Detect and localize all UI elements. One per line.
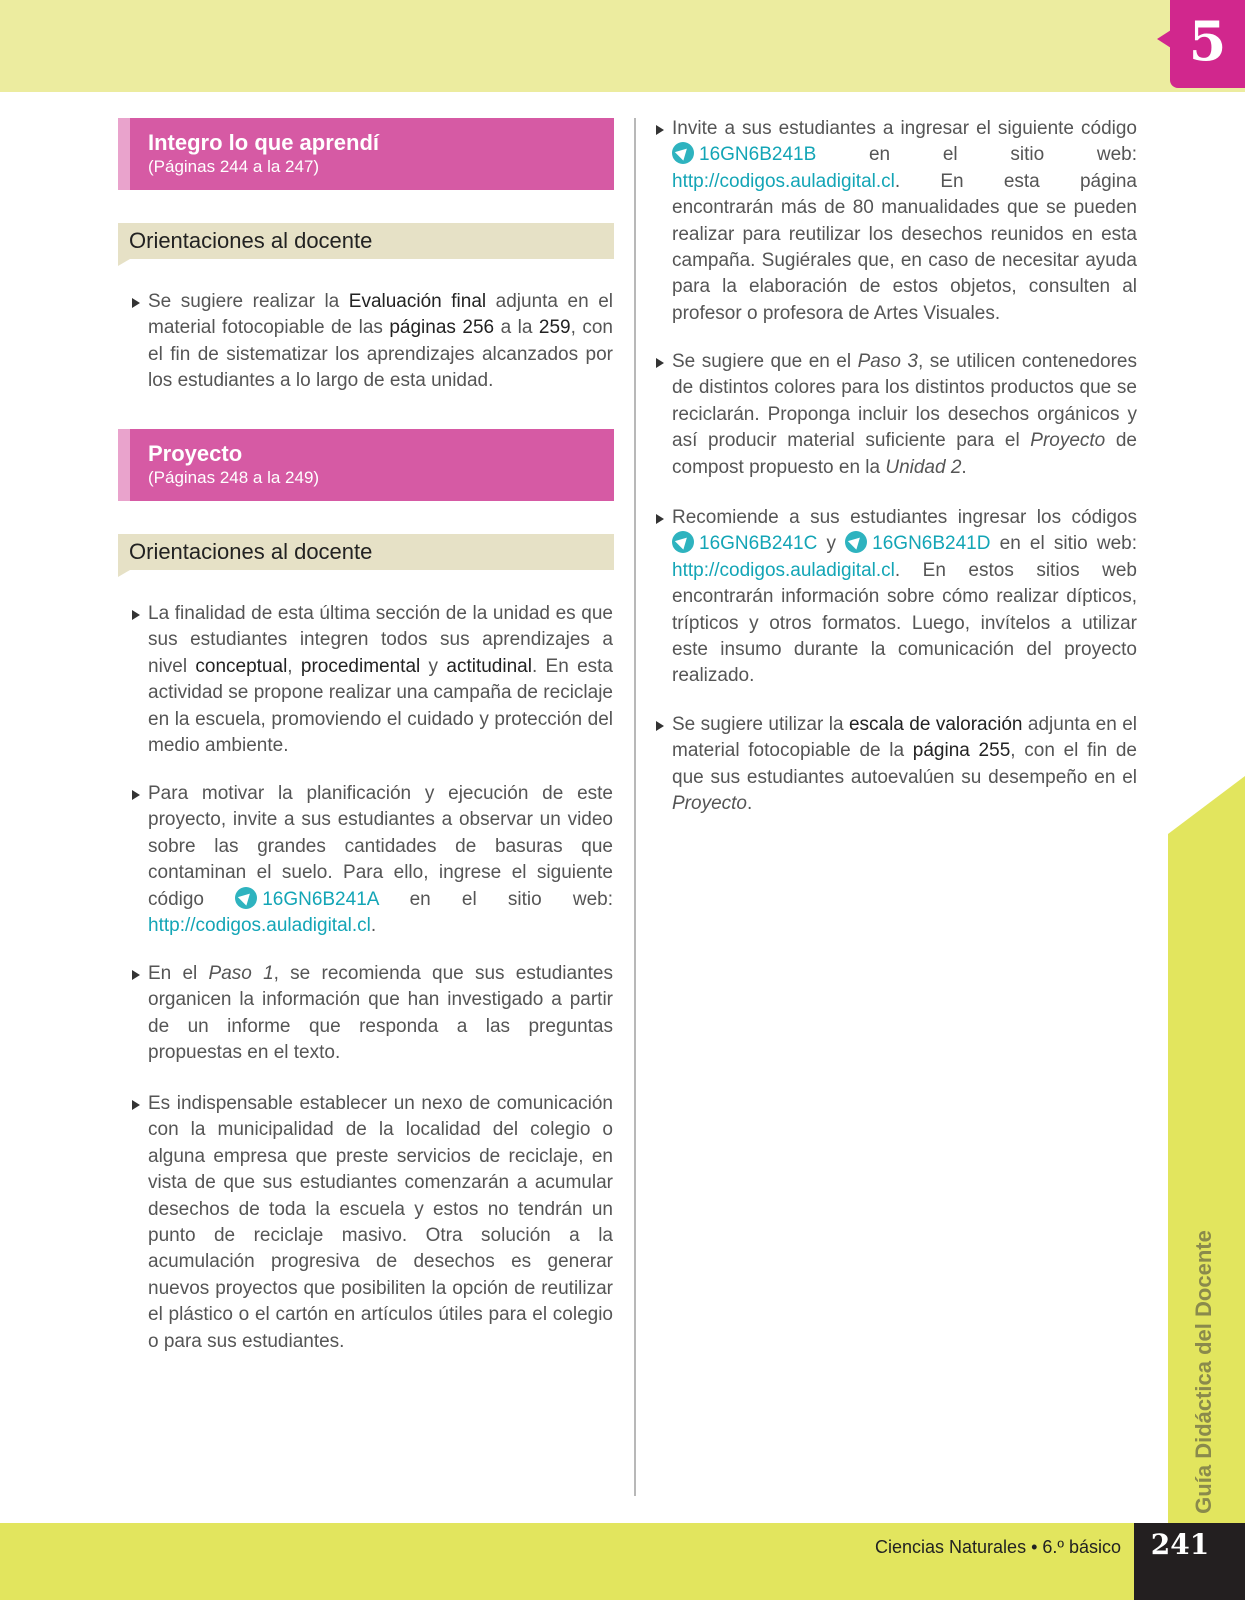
bullet-icon: [132, 298, 140, 308]
rocket-icon: [845, 531, 867, 553]
orientaciones-heading: Orientaciones al docente: [118, 223, 614, 259]
bold-text: procedimental: [300, 655, 421, 677]
bold-text: páginas 256: [389, 317, 495, 339]
bold-text: conceptual: [195, 655, 288, 677]
bullet-icon: [132, 1100, 140, 1110]
side-label: Guía Didáctica del Docente: [1191, 1230, 1216, 1514]
footer-band: [0, 1523, 1245, 1600]
proyecto-subtitle: (Páginas 248 a la 249): [148, 468, 320, 487]
website-link[interactable]: http://codigos.auladigital.cl: [672, 170, 895, 192]
integro-paragraph: Se sugiere realizar la Evaluación final adjunta en el material fotocopiable de las páginas 256 a la 259, con el fin de sistematizar los aprendizajes alcanzados por los estudiantes a lo largo de esta unidad.: [148, 289, 613, 395]
proyecto-paragraph-4: Es indispensable establecer un nexo de comunicación con la municipalidad de la localidad del colegio o alguna empresa que preste servicios de reciclaje, en vista de que sus estudiantes comenzarán a acumular desechos de toda la escuela y estos no tendrán un punto de reciclaje masivo. Otra solución a la acumulación progresiva de desechos es generar nuevos proyectos que posibiliten la opción de reutilizar el plástico o el cartón en artículos útiles para el colegio o para sus estudiantes.: [148, 1091, 613, 1355]
integro-banner: [118, 118, 614, 190]
bullet-icon: [656, 125, 664, 135]
bullet-icon: [132, 970, 140, 980]
bullet-icon: [132, 790, 140, 800]
right-paragraph-2: Se sugiere que en el Paso 3, se utilicen contenedores de distintos colores para los distintos productos que se reciclarán. Proponga incluir los desechos orgánicos y así producir material suficiente para el Proyecto de compost propuesto en la Unidad 2.: [672, 349, 1137, 481]
proyecto-paragraph-2: Para motivar la planificación y ejecución de este proyecto, invite a sus estudiantes a observar un video sobre las grandes cantidades de basuras que contaminan el suelo. Para ello, ingrese el siguiente código 16GN6B241A en el sitio web: http://codigos.auladigital.cl.: [148, 781, 613, 939]
bold-text: Evaluación final: [348, 291, 487, 312]
website-link[interactable]: http://codigos.auladigital.cl: [148, 915, 371, 937]
orientaciones-heading-tail: [118, 259, 130, 266]
italic-text: Proyecto: [672, 793, 747, 815]
column-divider: [634, 118, 636, 1496]
italic-text: Unidad 2: [885, 456, 962, 478]
rocket-icon: [672, 142, 694, 164]
code-link[interactable]: 16GN6B241B: [699, 144, 817, 166]
bold-text: actitudinal: [446, 655, 532, 677]
bullet-icon: [656, 358, 664, 368]
integro-title: Integro lo que aprendí: [148, 130, 380, 155]
code-link[interactable]: 16GN6B241D: [872, 533, 991, 555]
proyecto-paragraph-1: La finalidad de esta última sección de la unidad es que sus estudiantes integren todos sus aprendizajes a nivel conceptual, procedimental y actitudinal. En esta actividad se propone realizar una campaña de reciclaje en la escuela, promoviendo el cuidado y protección del medio ambiente.: [148, 601, 613, 759]
italic-text: Paso 3: [857, 351, 918, 372]
bold-text: 259: [538, 317, 571, 339]
top-color-band: [0, 0, 1245, 92]
rocket-icon: [672, 531, 694, 553]
bullet-icon: [656, 721, 664, 731]
unit-tab-notch: [1157, 30, 1171, 48]
italic-text: Paso 1: [208, 963, 274, 984]
proyecto-paragraph-3: En el Paso 1, se recomienda que sus estudiantes organicen la información que han investigado a partir de un informe que responda a las preguntas propuestas en el texto.: [148, 961, 613, 1067]
italic-text: Proyecto: [1030, 430, 1106, 452]
orientaciones-heading: Orientaciones al docente: [118, 534, 614, 570]
page-number: 241: [1150, 1528, 1210, 1561]
unit-number: 5: [1188, 9, 1227, 73]
bullet-icon: [132, 610, 140, 620]
right-paragraph-3: Recomiende a sus estudiantes ingresar los códigos 16GN6B241C y 16GN6B241D en el sitio web: http://codigos.auladigital.cl. En estos sitios web encontrarán información sobre cómo realizar dípticos, trípticos y otros formatos. Luego, invítelos a utilizar este insumo durante la comunicación del proyecto realizado.: [672, 505, 1137, 690]
code-link[interactable]: 16GN6B241C: [699, 533, 818, 555]
proyecto-banner: [118, 429, 614, 501]
footer-subject: Ciencias Naturales • 6.º básico: [875, 1537, 1121, 1557]
right-paragraph-4: Se sugiere utilizar la escala de valoración adjunta en el material fotocopiable de la página 255, con el fin de que sus estudiantes autoevalúen su desempeño en el Proyecto.: [672, 712, 1137, 818]
rocket-icon: [235, 887, 257, 909]
code-link[interactable]: 16GN6B241A: [262, 888, 379, 910]
proyecto-title: Proyecto: [148, 441, 243, 466]
bold-text: escala de valoración: [848, 714, 1023, 735]
integro-subtitle: (Páginas 244 a la 247): [148, 157, 320, 176]
website-link[interactable]: http://codigos.auladigital.cl: [672, 559, 895, 581]
bold-text: página 255: [912, 740, 1011, 762]
right-paragraph-1: Invite a sus estudiantes a ingresar el siguiente código 16GN6B241B en el sitio web: http://codigos.auladigital.cl. En esta página encontrarán más de 80 manualidades que se pueden realizar para reutilizar los desechos reunidos en esta campaña. Sugiérales que, en caso de necesitar ayuda para la elaboración de estos objetos, consulten al profesor o profesora de Artes Visuales.: [672, 116, 1137, 327]
orientaciones-heading-tail: [118, 570, 130, 577]
bullet-icon: [656, 514, 664, 524]
